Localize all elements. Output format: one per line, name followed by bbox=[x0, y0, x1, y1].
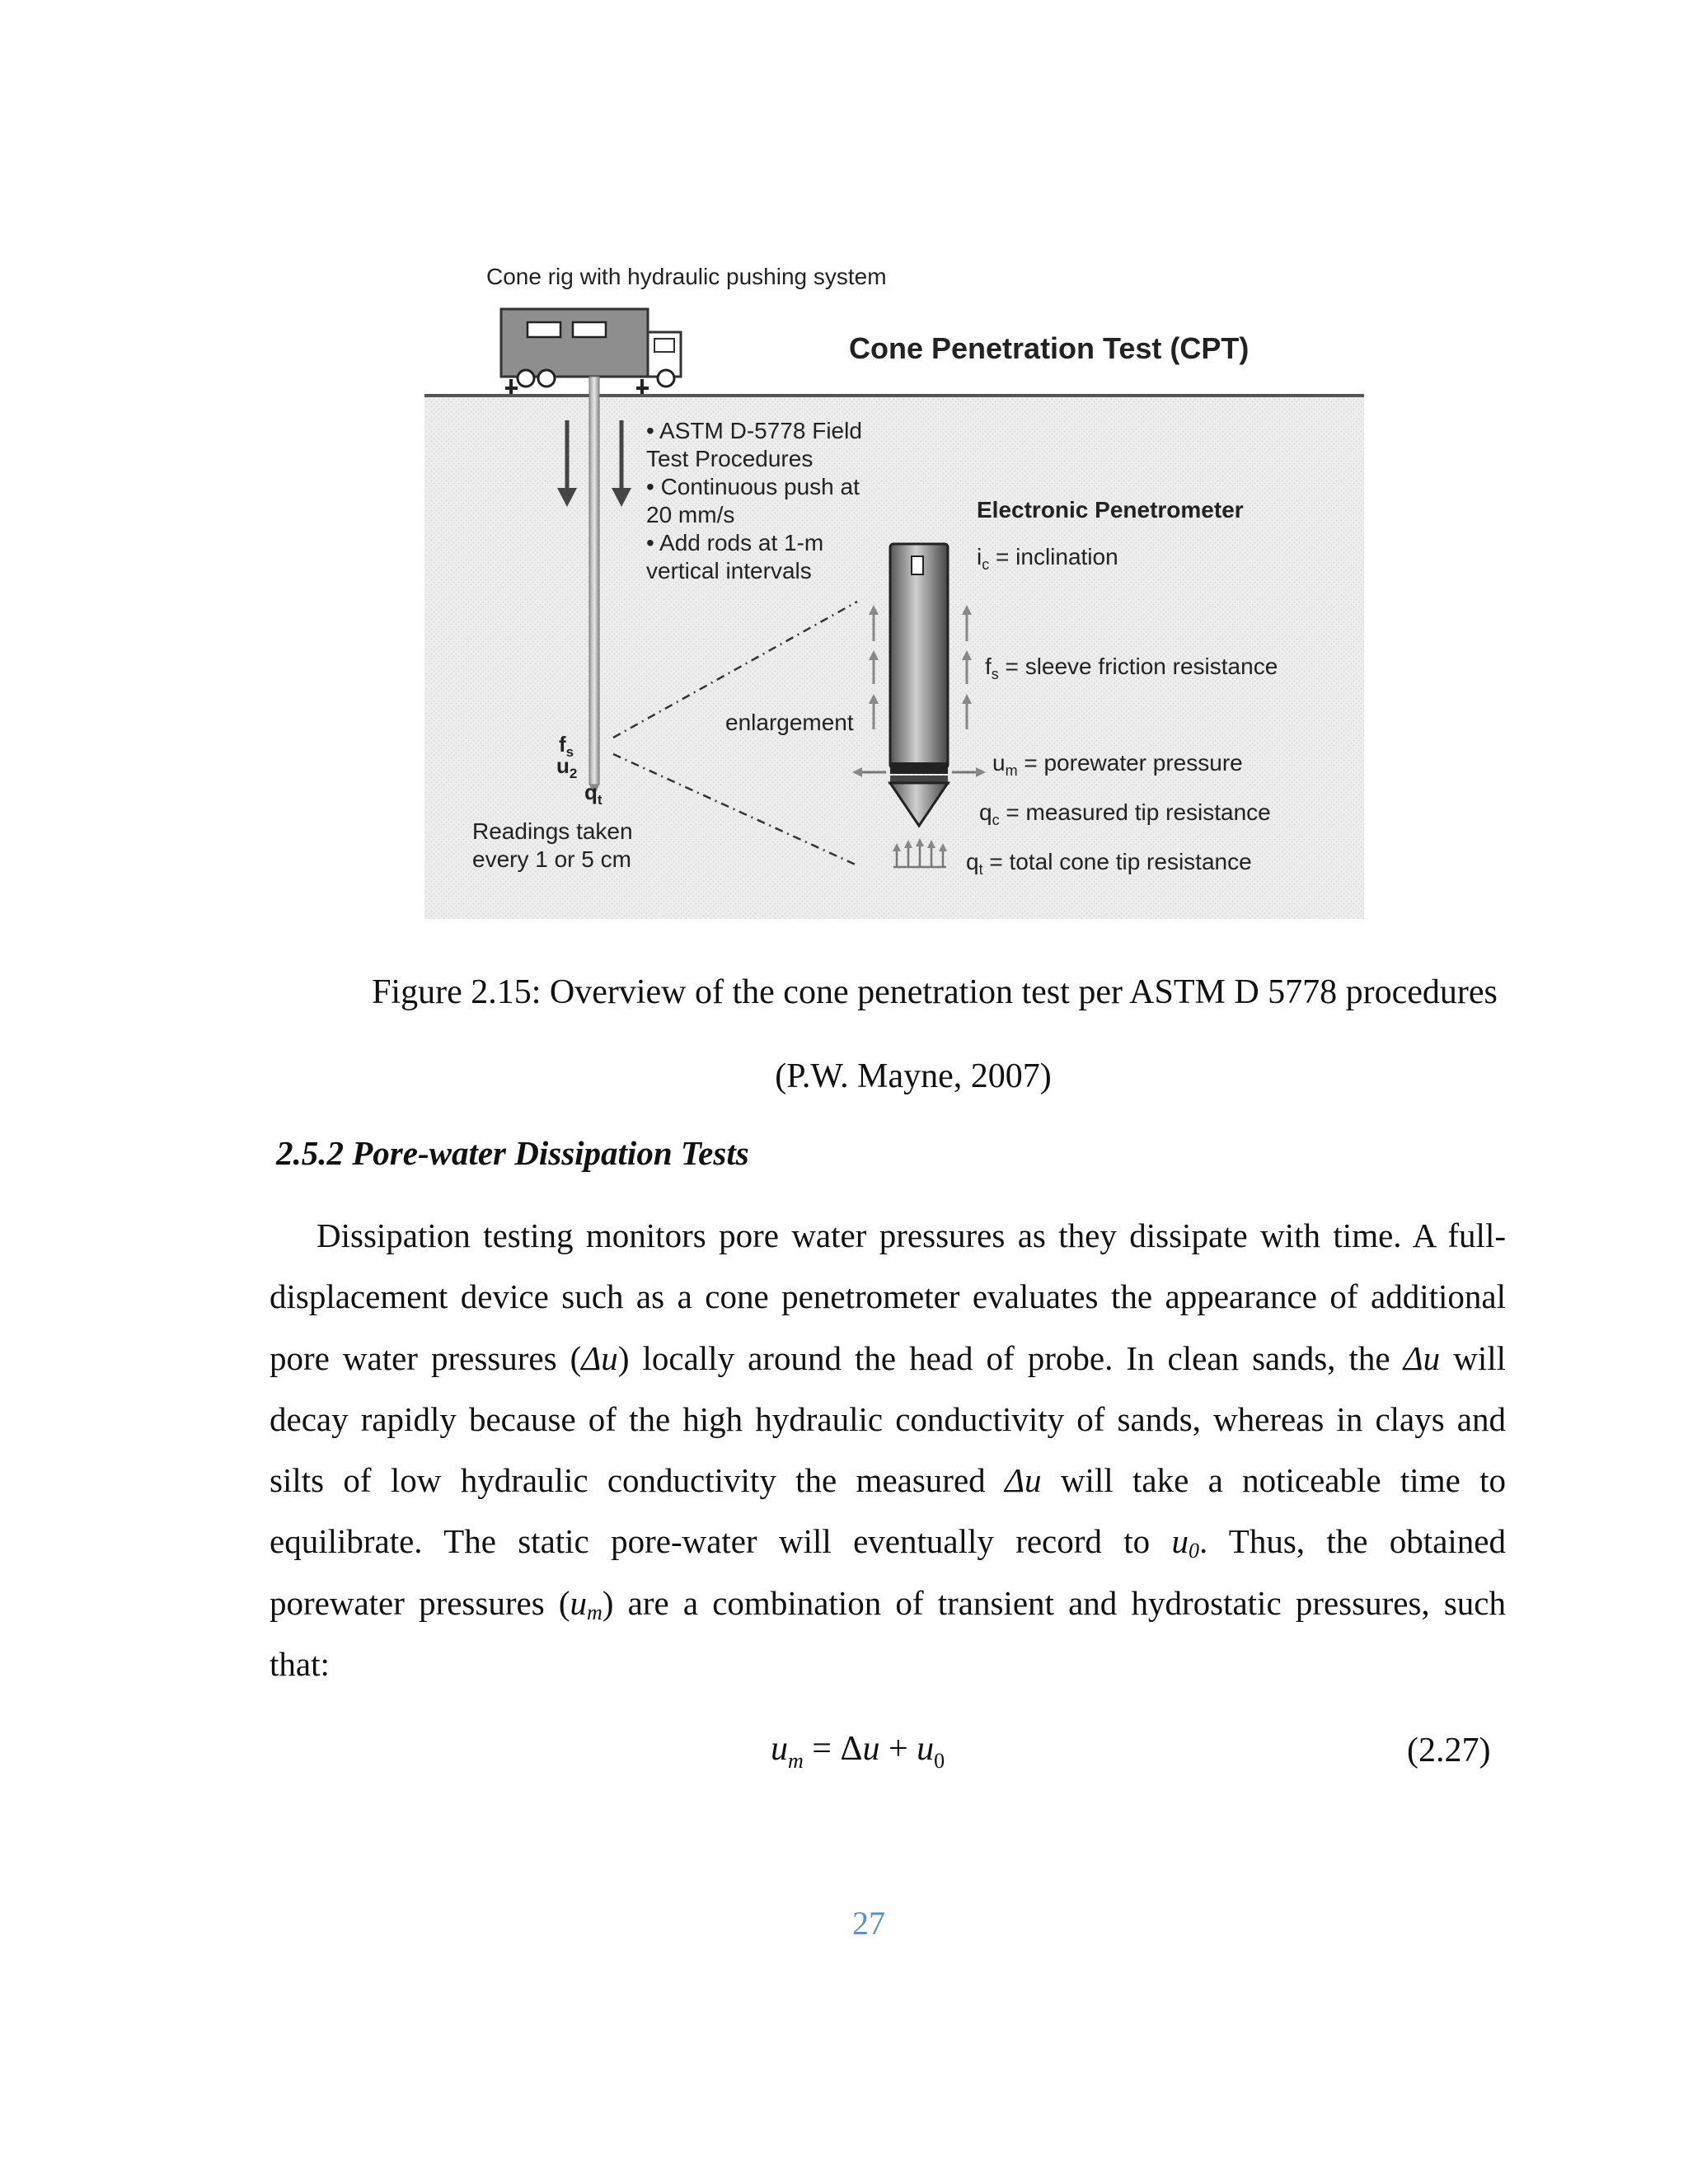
figure-caption-source: (P.W. Mayne, 2007) bbox=[775, 1057, 1052, 1095]
svg-text:fs: $f_s$ bbox=[559, 732, 574, 760]
procedure-line: • Add rods at 1-m bbox=[646, 530, 824, 555]
push-rod bbox=[589, 377, 599, 785]
paragraph-line: equilibrate. The static pore-water will eventually record to $u_0$. Thus, the obtained bbox=[270, 1522, 1506, 1563]
paragraph-line: pore water pressures (Δu) locally around the head of probe. In clean sands, the Δu will bbox=[270, 1338, 1506, 1377]
svg-text:qt: $q_t$ bbox=[584, 780, 603, 808]
procedure-line: Test Procedures bbox=[646, 446, 814, 471]
paragraph-line: silts of low hydraulic conductivity the measured Δu will take a noticeable time to bbox=[270, 1461, 1506, 1500]
legend-porewater-pressure: $u_m$ = porewater pressure bbox=[992, 750, 1243, 779]
figure-title: Cone Penetration Test (CPT) bbox=[849, 331, 1250, 365]
legend-total-tip: $q_t$ = total cone tip resistance bbox=[966, 849, 1252, 878]
figure-caption: Figure 2.15: Overview of the cone penetration test per ASTM D 5778 procedures bbox=[372, 973, 1498, 1011]
readings-line-1: Readings taken bbox=[472, 818, 633, 844]
page-number: 27 bbox=[852, 1905, 885, 1942]
paragraph-line: porewater pressures $(u_m)$ are a combination of transient and hydrostatic pressures, such bbox=[270, 1583, 1506, 1624]
procedure-line: vertical intervals bbox=[646, 558, 812, 583]
legend-measured-tip: $q_c$ = measured tip resistance bbox=[979, 799, 1271, 828]
penetrometer-title: Electronic Penetrometer bbox=[977, 497, 1244, 523]
enlargement-label: enlargement bbox=[725, 710, 854, 735]
cpt-diagram bbox=[420, 247, 1368, 923]
paragraph-line: that: bbox=[270, 1645, 330, 1684]
section-heading: 2.5.2 Pore-water Dissipation Tests bbox=[276, 1134, 749, 1172]
body-paragraph bbox=[270, 1205, 1506, 1694]
equation-number: (2.27) bbox=[1407, 1732, 1491, 1769]
electronic-penetrometer-probe bbox=[889, 544, 950, 826]
svg-text:u2: $u_2$ bbox=[556, 753, 578, 781]
paragraph-line: decay rapidly because of the high hydraulic conductivity of sands, whereas in clays and bbox=[270, 1399, 1506, 1438]
paragraph-line: Dissipation testing monitors pore water pressures as they dissipate with time. A full- bbox=[316, 1216, 1506, 1254]
procedure-line: 20 mm/s bbox=[646, 502, 735, 527]
readings-line-2: every 1 or 5 cm bbox=[472, 846, 631, 872]
procedure-line: • Continuous push at bbox=[646, 474, 860, 499]
legend-sleeve-friction: $f_s$ = sleeve friction resistance bbox=[985, 654, 1278, 682]
equation: $u_m = \Delta u + u_0$ bbox=[771, 1730, 945, 1773]
paragraph-line: displacement device such as a cone penetrometer evaluates the appearance of additional bbox=[270, 1277, 1506, 1316]
rig-label: Cone rig with hydraulic pushing system bbox=[486, 264, 887, 289]
cpt-figure bbox=[420, 247, 1368, 923]
procedure-line: • ASTM D-5778 Field bbox=[646, 418, 862, 443]
legend-inclination: $i_c$ = inclination bbox=[977, 544, 1118, 573]
